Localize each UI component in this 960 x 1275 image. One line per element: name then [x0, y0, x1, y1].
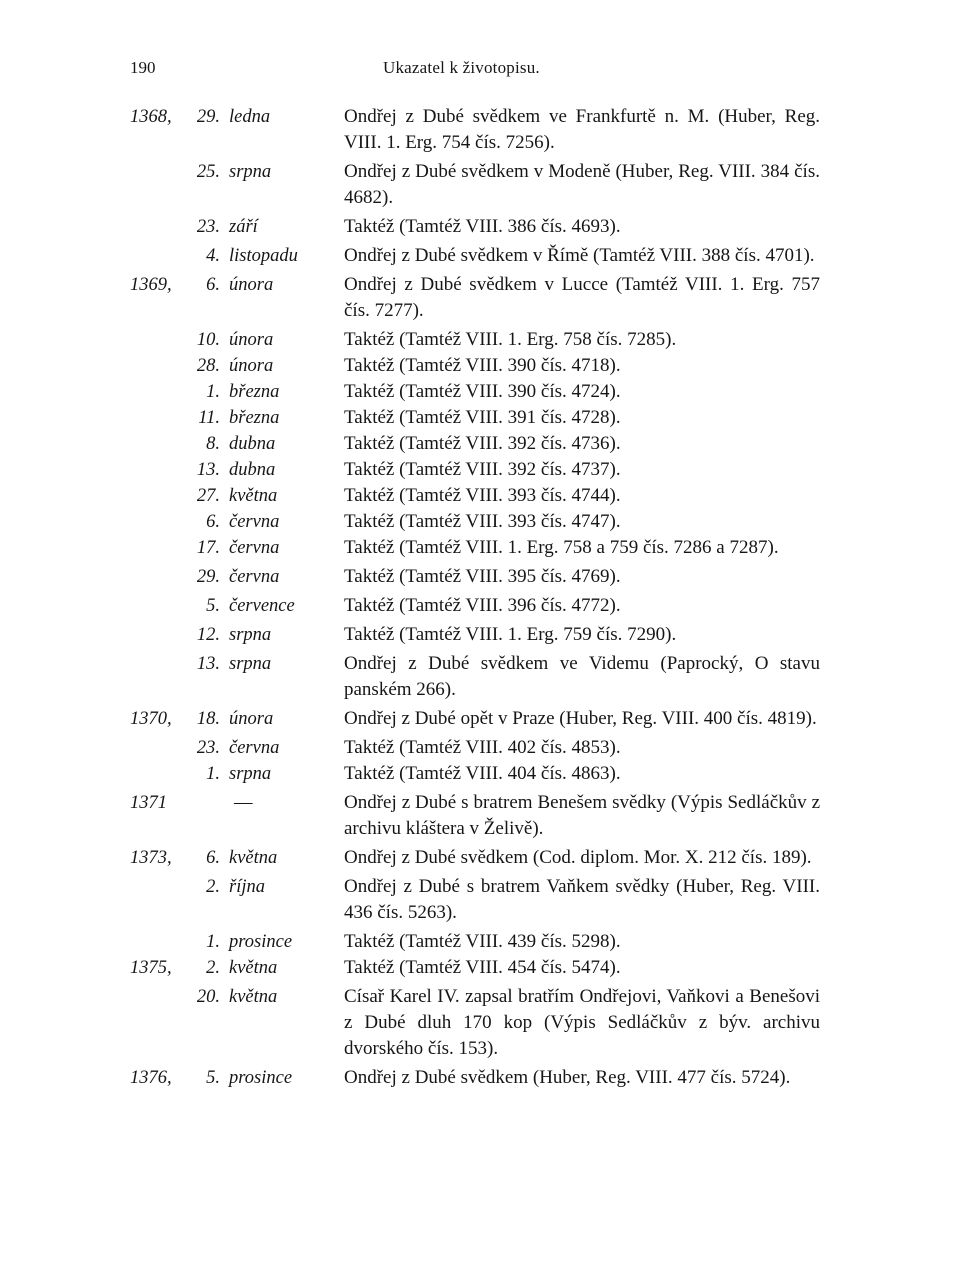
chronology-entry	[0, 790, 960, 842]
entry-day: 2.	[206, 877, 220, 897]
entry-text: Taktéž (Tamtéž VIII. 396 čís. 4772).	[344, 595, 621, 616]
entry-month: června	[229, 567, 280, 587]
entry-date-dash: —	[234, 793, 253, 813]
entry-day: 23.	[196, 217, 220, 237]
chronology-entry	[0, 761, 960, 787]
entry-day: 13.	[196, 654, 220, 674]
entry-day: 23.	[196, 738, 220, 758]
page-header	[0, 58, 960, 84]
entry-text: Taktéž (Tamtéž VIII. 1. Erg. 758 a 759 čís. 7286 a 7287).	[344, 537, 779, 558]
entry-day: 20.	[196, 987, 220, 1007]
entry-month: srpna	[229, 162, 272, 182]
entry-month: února	[229, 275, 274, 295]
entry-month: června	[229, 738, 280, 758]
chronology-entry	[0, 327, 960, 353]
entry-month: srpna	[229, 764, 272, 784]
entry-text: Taktéž (Tamtéž VIII. 1. Erg. 758 čís. 7285).	[344, 329, 677, 350]
entry-day: 1.	[206, 382, 220, 402]
entry-month: září	[229, 217, 258, 237]
chronology-entry	[0, 405, 960, 431]
entry-day: 25.	[196, 162, 220, 182]
entry-month: prosince	[229, 932, 293, 952]
entry-day: 28.	[196, 356, 220, 376]
entry-text: Ondřej z Dubé s bratrem Benešem svědky (Výpis Sedláčkův z archivu kláštera v Želivě).	[344, 792, 820, 839]
entry-text: Taktéž (Tamtéž VIII. 392 čís. 4737).	[344, 459, 621, 480]
running-title: Ukazatel k životopisu.	[383, 58, 540, 77]
chronology-entry	[0, 431, 960, 457]
entry-month: dubna	[229, 460, 276, 480]
entry-text: Ondřej z Dubé svědkem v Římě (Tamtéž VIII. 388 čís. 4701).	[344, 245, 815, 266]
chronology-entry	[0, 984, 960, 1062]
chronology-entry	[0, 243, 960, 269]
entry-month: března	[229, 408, 280, 428]
entry-month: srpna	[229, 654, 272, 674]
entry-text: Taktéž (Tamtéž VIII. 392 čís. 4736).	[344, 433, 621, 454]
entry-text: Ondřej z Dubé svědkem ve Videmu (Paprocký, O stavu panském 266).	[344, 653, 820, 700]
entry-month: října	[229, 877, 265, 897]
chronology-entry	[0, 104, 960, 156]
entry-month: prosince	[229, 1068, 293, 1088]
entry-year: 1371	[130, 793, 167, 813]
chronology-entry	[0, 929, 960, 955]
entry-year: 1368,	[130, 107, 172, 127]
chronology-entry	[0, 214, 960, 240]
entry-text: Taktéž (Tamtéž VIII. 386 čís. 4693).	[344, 216, 621, 237]
entry-text: Taktéž (Tamtéž VIII. 395 čís. 4769).	[344, 566, 621, 587]
entry-month: srpna	[229, 625, 272, 645]
entry-day: 1.	[206, 764, 220, 784]
entry-text: Císař Karel IV. zapsal bratřím Ondřejovi, Vaňkovi a Benešovi z Dubé dluh 170 kop (Výpis Sedláčkův z býv. archivu dvorského čís. 153).	[344, 986, 820, 1059]
chronology-entry	[0, 379, 960, 405]
entry-year: 1369,	[130, 275, 172, 295]
entry-text: Ondřej z Dubé opět v Praze (Huber, Reg. VIII. 400 čís. 4819).	[344, 708, 817, 729]
entry-day: 5.	[206, 596, 220, 616]
chronology-entry	[0, 483, 960, 509]
chronology-entry	[0, 622, 960, 648]
chronology-entry	[0, 457, 960, 483]
chronology-entry	[0, 651, 960, 703]
entry-day: 1.	[206, 932, 220, 952]
entry-day: 5.	[206, 1068, 220, 1088]
entry-month: června	[229, 538, 280, 558]
entry-month: května	[229, 987, 278, 1007]
entry-text: Taktéž (Tamtéž VIII. 1. Erg. 759 čís. 7290).	[344, 624, 677, 645]
chronology-entry	[0, 564, 960, 590]
entry-day: 29.	[196, 107, 220, 127]
chronology-entry	[0, 874, 960, 926]
entry-text: Taktéž (Tamtéž VIII. 404 čís. 4863).	[344, 763, 621, 784]
chronology-entry	[0, 509, 960, 535]
entry-text: Taktéž (Tamtéž VIII. 393 čís. 4747).	[344, 511, 621, 532]
entry-month: února	[229, 330, 274, 350]
entry-day: 10.	[196, 330, 220, 350]
chronology-entry	[0, 706, 960, 732]
entry-text: Taktéž (Tamtéž VIII. 391 čís. 4728).	[344, 407, 621, 428]
entry-day: 6.	[206, 512, 220, 532]
entry-month: listopadu	[229, 246, 298, 266]
entry-text: Taktéž (Tamtéž VIII. 402 čís. 4853).	[344, 737, 621, 758]
entry-day: 27.	[196, 486, 220, 506]
chronology-entry	[0, 845, 960, 871]
entry-day: 17.	[196, 538, 220, 558]
entry-text: Taktéž (Tamtéž VIII. 390 čís. 4724).	[344, 381, 621, 402]
entry-text: Ondřej z Dubé svědkem v Modeně (Huber, Reg. VIII. 384 čís. 4682).	[344, 161, 820, 208]
entry-month: června	[229, 512, 280, 532]
chronology-entry	[0, 272, 960, 324]
chronology-entry	[0, 1065, 960, 1091]
entry-text: Taktéž (Tamtéž VIII. 439 čís. 5298).	[344, 931, 621, 952]
chronology-entry	[0, 535, 960, 561]
entry-text: Ondřej z Dubé s bratrem Vaňkem svědky (Huber, Reg. VIII. 436 čís. 5263).	[344, 876, 820, 923]
entry-month: července	[229, 596, 295, 616]
entry-text: Ondřej z Dubé svědkem v Lucce (Tamtéž VIII. 1. Erg. 757 čís. 7277).	[344, 274, 820, 321]
entry-text: Ondřej z Dubé svědkem (Huber, Reg. VIII. 477 čís. 5724).	[344, 1067, 791, 1088]
entry-year: 1370,	[130, 709, 172, 729]
entry-day: 29.	[196, 567, 220, 587]
chronology-list	[0, 104, 960, 1091]
entry-month: února	[229, 709, 274, 729]
entry-day: 12.	[196, 625, 220, 645]
entry-day: 13.	[196, 460, 220, 480]
entry-text: Ondřej z Dubé svědkem (Cod. diplom. Mor. X. 212 čís. 189).	[344, 847, 812, 868]
entry-day: 18.	[196, 709, 220, 729]
entry-year: 1375,	[130, 958, 172, 978]
entry-day: 4.	[206, 246, 220, 266]
entry-month: května	[229, 486, 278, 506]
entry-text: Taktéž (Tamtéž VIII. 454 čís. 5474).	[344, 957, 621, 978]
chronology-entry	[0, 735, 960, 761]
entry-text: Ondřej z Dubé svědkem ve Frankfurtě n. M. (Huber, Reg. VIII. 1. Erg. 754 čís. 7256).	[344, 106, 820, 153]
entry-month: května	[229, 848, 278, 868]
entry-day: 2.	[206, 958, 220, 978]
chronology-entry	[0, 955, 960, 981]
entry-month: května	[229, 958, 278, 978]
entry-year: 1376,	[130, 1068, 172, 1088]
chronology-entry	[0, 353, 960, 379]
chronology-entry	[0, 159, 960, 211]
entry-day: 6.	[206, 275, 220, 295]
entry-month: ledna	[229, 107, 271, 127]
entry-text: Taktéž (Tamtéž VIII. 390 čís. 4718).	[344, 355, 621, 376]
entry-day: 8.	[206, 434, 220, 454]
entry-text: Taktéž (Tamtéž VIII. 393 čís. 4744).	[344, 485, 621, 506]
entry-year: 1373,	[130, 848, 172, 868]
entry-day: 11.	[198, 408, 220, 428]
chronology-entry	[0, 593, 960, 619]
entry-month: dubna	[229, 434, 276, 454]
entry-day: 6.	[206, 848, 220, 868]
page-number: 190	[130, 58, 156, 77]
entry-month: března	[229, 382, 280, 402]
entry-month: února	[229, 356, 274, 376]
